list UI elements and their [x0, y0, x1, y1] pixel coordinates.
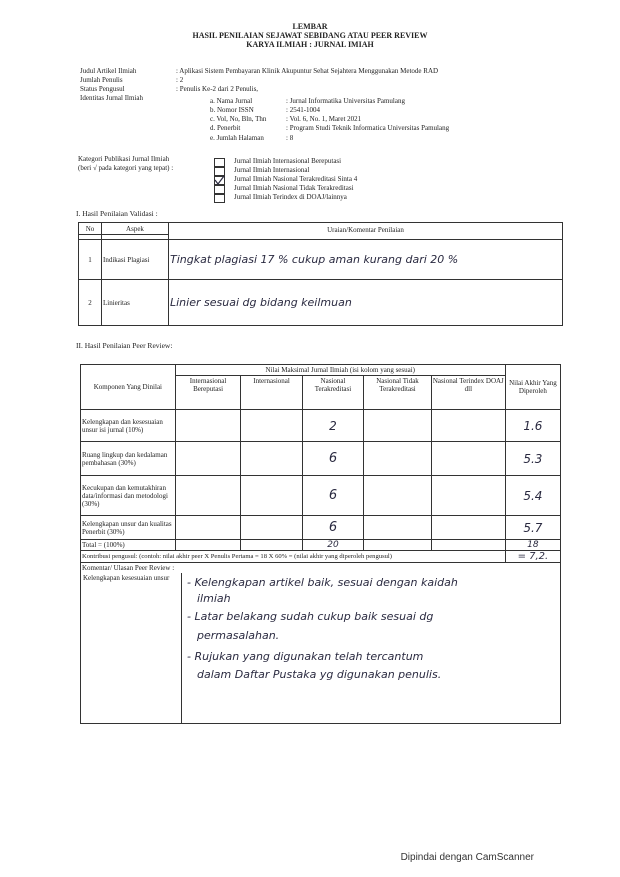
component-label: Kelengkapan unsur dan kualitas Penerbit (30%): [81, 516, 176, 540]
komentar-cell: [81, 573, 561, 724]
komponen-header: Komponen Yang Dinilai: [81, 365, 176, 410]
kontribusi-value: = 7,2.: [505, 551, 560, 563]
validation-row-aspek: Linieritas: [102, 280, 169, 326]
scanner-watermark: Dipindai dengan CamScanner: [400, 852, 534, 863]
identity-value-issn: : 2541-1004: [286, 106, 321, 114]
nasional-score: 6: [302, 476, 363, 516]
identity-label-vol: c. Vol, No, Bln, Thn: [210, 115, 267, 123]
component-label: Kelengkapan dan kesesuaian unsur isi jurnal (10%): [81, 410, 176, 442]
info-value-status: : Penulis Ke-2 dari 2 Penulis,: [176, 85, 259, 93]
identity-label-halaman: e. Jumlah Halaman: [210, 134, 264, 142]
identity-label-penerbit: d. Penerbit: [210, 124, 241, 132]
info-value-judul: : Aplikasi Sistem Pembayaran Klinik Akupuntur Sehat Sejahtera Menggunakan Metode RAD: [176, 67, 439, 75]
validation-row-no: 1: [79, 240, 102, 280]
category-checkbox[interactable]: [214, 167, 225, 176]
check-mark-icon: [214, 176, 225, 185]
doc-title-line1: LEMBAR: [292, 22, 328, 31]
komentar-line: - Latar belakang sudah cukup baik sesuai dg: [187, 610, 434, 623]
category-checkbox-checked[interactable]: [214, 176, 225, 185]
komentar-label: Kelengkapan kesesuaian unsur: [83, 574, 170, 582]
validation-row-no: 2: [79, 280, 102, 326]
category-option: Jurnal Ilmiah Internasional: [234, 166, 310, 174]
category-instruction: (beri √ pada kategori yang tepat) :: [78, 164, 174, 172]
final-score: 5.4: [505, 476, 560, 516]
component-label: Ruang lingkup dan kedalaman pembahasan (30%): [81, 442, 176, 476]
identity-label-issn: b. Nomor ISSN: [210, 106, 254, 114]
identity-value-nama: : Jurnal Informatika Universitas Pamulang: [286, 97, 405, 105]
col-nasional-doaj: Nasional Terindex DOAJ dll: [431, 376, 505, 410]
category-checkbox[interactable]: [214, 158, 225, 167]
category-checkbox[interactable]: [214, 194, 225, 203]
final-score: 5.7: [505, 516, 560, 540]
info-label-status: Status Pengusul: [80, 85, 125, 93]
max-score-header: Nilai Maksimal Jurnal Ilmiah (isi kolom yang sesuai): [175, 365, 505, 376]
info-label-judul: Judul Artikel Ilmiah: [80, 67, 137, 75]
section-peer-title: II. Hasil Penilaian Peer Review:: [76, 341, 173, 350]
nasional-score: 2: [302, 410, 363, 442]
nasional-score: 6: [302, 442, 363, 476]
identity-value-vol: : Vol. 6, No. 1, Maret 2021: [286, 115, 362, 123]
kontribusi-text: Kontribusi pengusul: (contoh: nilai akhir peer X Penulis Pertama = 18 X 60% = (nilai akhir yang diperoleh pengusul): [81, 551, 506, 563]
validation-row-comment: Linier sesuai dg bidang keilmuan: [169, 280, 563, 326]
category-option: Jurnal Ilmiah Terindex di DOAJ/lainnya: [234, 193, 347, 201]
komentar-line: - Rujukan yang digunakan telah tercantum: [187, 650, 424, 663]
final-score: 1.6: [505, 410, 560, 442]
komentar-line: ilmiah: [197, 592, 231, 605]
doc-title-line2: HASIL PENILAIAN SEJAWAT SEBIDANG ATAU PEER REVIEW: [192, 31, 428, 40]
info-label-jumlah: Jumlah Penulis: [80, 76, 123, 84]
col-aspek: Aspek: [102, 223, 169, 235]
komentar-line: permasalahan.: [197, 629, 280, 642]
total-nasional: 20: [302, 540, 363, 551]
identity-value-halaman: : 8: [286, 134, 294, 142]
doc-title-line3: KARYA ILMIAH : JURNAL IMIAH: [246, 40, 374, 49]
col-internasional: Internasional: [241, 376, 302, 410]
identity-value-penerbit: : Program Studi Teknik Informatica Universitas Pamulang: [286, 124, 450, 132]
identity-label-nama: a. Nama Jurnal: [210, 97, 253, 105]
col-nasional-terakreditasi: Nasional Terakreditasi: [302, 376, 363, 410]
peer-review-table: [80, 364, 561, 724]
col-uraian: Uraian/Komentar Penilaian: [169, 223, 563, 235]
total-final: 18: [505, 540, 560, 551]
final-score-header: Nilai Akhir Yang Diperoleh: [505, 365, 560, 410]
total-label: Total = (100%): [81, 540, 176, 551]
category-option: Jurnal Ilmiah Nasional Terakreditasi Sinta 4: [234, 175, 358, 183]
col-internasional-bereputasi: Internasional Bereputasi: [175, 376, 241, 410]
component-label: Kecukupan dan kemutakhiran data/informasi dan metodologi (30%): [81, 476, 176, 516]
section-validation-title: I. Hasil Penilaian Validasi :: [76, 209, 158, 218]
nasional-score: 6: [302, 516, 363, 540]
info-value-jumlah: : 2: [176, 76, 184, 84]
category-option: Jurnal Ilmiah Internasional Bereputasi: [234, 157, 342, 165]
category-option: Jurnal Ilmiah Nasional Tidak Terakreditasi: [234, 184, 354, 192]
info-label-identitas: Identitas Jurnal Ilmiah: [80, 94, 143, 102]
category-label: Kategori Publikasi Jurnal Ilmiah: [78, 155, 170, 163]
komentar-divider: [181, 573, 182, 723]
category-checkbox[interactable]: [214, 185, 225, 194]
col-nasional-tidak-terakreditasi: Nasional Tidak Terakreditasi: [364, 376, 432, 410]
col-no: No: [79, 223, 102, 235]
validation-row-aspek: Indikasi Plagiasi: [102, 240, 169, 280]
final-score: 5.3: [505, 442, 560, 476]
validation-table: [78, 222, 563, 326]
komentar-line: - Kelengkapan artikel baik, sesuai dengan kaidah: [187, 576, 458, 589]
komentar-title: Komentar/ Ulasan Peer Review :: [81, 563, 561, 574]
komentar-line: dalam Daftar Pustaka yg digunakan penulis.: [197, 668, 442, 681]
validation-row-comment: Tingkat plagiasi 17 % cukup aman kurang dari 20 %: [169, 240, 563, 280]
